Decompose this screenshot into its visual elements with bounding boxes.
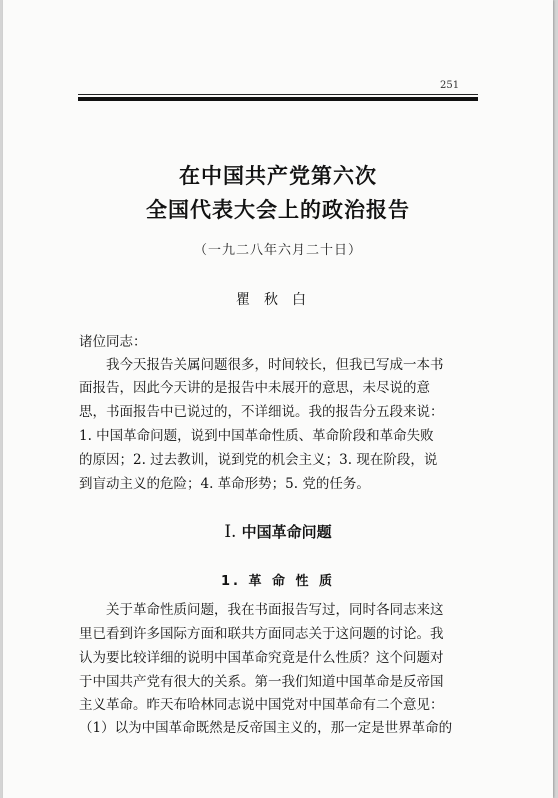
header-rule-thick bbox=[78, 97, 478, 101]
subsection-heading: 1. 革 命 性 质 bbox=[220, 574, 336, 589]
intro-line: 思，书面报告中已说过的，不详细说。我的报告分五段来说： bbox=[79, 404, 444, 420]
section-line: 主义革命。昨天布哈林同志说中国党对中国革命有二个意见： bbox=[79, 697, 444, 713]
section-title: 中国革命问题 bbox=[241, 523, 332, 541]
section-line: 认为要比较详细的说明中国革命究竟是什么性质？这个问题对 bbox=[79, 650, 444, 666]
author-name: 瞿秋白 bbox=[236, 292, 320, 308]
section-line: 于中国共产党有很大的关系。第一我们知道中国革命是反帝国 bbox=[79, 674, 444, 690]
section-heading bbox=[78, 521, 478, 542]
title-line-2: 全国代表大会上的政治报告 bbox=[146, 198, 410, 222]
intro-line: 我今天报告关属问题很多，时间较长，但我已写成一本书 bbox=[79, 357, 444, 373]
intro-line: 面报告，因此今天讲的是报告中未展开的意思，未尽说的意 bbox=[79, 380, 430, 396]
intro-line: 的原因；2. 过去教训，说到党的机会主义；3. 现在阶段，说 bbox=[79, 452, 438, 468]
page-number: 251 bbox=[440, 80, 460, 91]
section-line: （1）以为中国革命既然是反帝国主义的，那一定是世界革命的 bbox=[79, 720, 453, 736]
intro-line: 1. 中国革命问题，说到中国革命性质、革命阶段和革命失败 bbox=[79, 428, 434, 444]
report-date: （一九二八年六月二十日） bbox=[193, 243, 362, 258]
section-numeral: Ⅰ. bbox=[224, 522, 237, 542]
header-rule-thin bbox=[78, 94, 478, 95]
document-page bbox=[3, 0, 553, 798]
salutation: 诸位同志： bbox=[79, 334, 147, 350]
section-line: 里已看到许多国际方面和联共方面同志关于这问题的讨论。我 bbox=[79, 626, 444, 642]
title-line-1: 在中国共产党第六次 bbox=[179, 164, 377, 188]
section-line: 关于革命性质问题，我在书面报告写过，同时各同志来这 bbox=[79, 602, 444, 618]
intro-line: 到盲动主义的危险；4. 革命形势；5. 党的任务。 bbox=[79, 476, 370, 492]
